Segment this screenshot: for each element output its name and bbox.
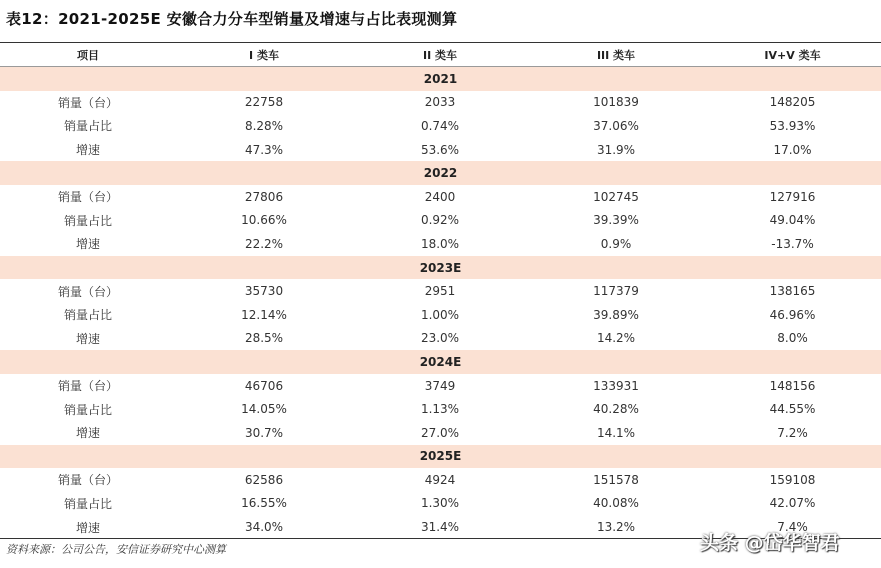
table-cell: 148205 — [769, 95, 816, 110]
table-row — [0, 468, 881, 492]
table-cell: 10.66% — [241, 213, 287, 228]
table-cell: 53.93% — [769, 118, 816, 133]
table-cell: 7.2% — [777, 425, 808, 440]
table-cell: 1.00% — [420, 307, 460, 322]
table-body — [0, 67, 881, 539]
table-cell: 2951 — [424, 284, 456, 299]
sales-table — [0, 42, 881, 539]
header-item: 项目 — [77, 48, 99, 62]
row-label: 销量占比 — [63, 308, 112, 323]
table-cell: 40.08% — [593, 496, 639, 511]
row-label: 销量占比 — [63, 213, 112, 228]
row-label: 销量占比 — [63, 496, 112, 511]
table-cell: 1.30% — [420, 496, 460, 511]
table-title: 表12：2021-2025E 安徽合力分车型销量及增速与占比表现测算 — [6, 10, 458, 28]
table-cell: 2033 — [424, 95, 456, 110]
table-row — [0, 232, 881, 256]
table-cell: 1.13% — [420, 402, 460, 417]
row-label: 增速 — [75, 426, 100, 441]
row-label: 销量（台） — [57, 379, 118, 394]
row-label: 增速 — [75, 143, 100, 158]
table-row — [0, 397, 881, 421]
table-cell: 42.07% — [769, 496, 816, 511]
table-cell: 49.04% — [769, 213, 816, 228]
table-cell: 30.7% — [244, 425, 284, 440]
header-class-2: II 类车 — [422, 48, 457, 62]
table-cell: 12.14% — [241, 307, 287, 322]
table-row — [0, 327, 881, 351]
row-label: 销量（台） — [57, 284, 118, 299]
table-cell: 28.5% — [244, 331, 284, 346]
row-label: 增速 — [75, 520, 100, 535]
table-cell: 2400 — [424, 189, 456, 204]
table-cell: 7.4% — [777, 520, 808, 535]
row-label: 销量（台） — [57, 95, 118, 110]
table-cell: 22758 — [244, 95, 284, 110]
table-cell: 34.0% — [244, 520, 284, 535]
table-header-row — [0, 43, 881, 67]
table-cell: 3749 — [424, 378, 456, 393]
table-cell: -13.7% — [771, 236, 814, 251]
table-cell: 39.39% — [593, 213, 639, 228]
table-cell: 39.89% — [593, 307, 639, 322]
table-cell: 148156 — [769, 378, 816, 393]
table-cell: 46706 — [244, 378, 284, 393]
table-cell: 46.96% — [769, 307, 816, 322]
table-cell: 138165 — [769, 284, 816, 299]
table-cell: 18.0% — [420, 236, 460, 251]
table-cell: 14.2% — [596, 331, 636, 346]
table-cell: 102745 — [593, 189, 639, 204]
table-cell: 127916 — [769, 189, 816, 204]
header-class-4-5: IV+V 类车 — [764, 48, 821, 62]
table-cell: 44.55% — [769, 402, 816, 417]
table-cell: 159108 — [769, 472, 816, 487]
table-cell: 0.74% — [420, 118, 460, 133]
watermark: 头条 @岱华智君 — [700, 532, 840, 554]
table-cell: 4924 — [424, 472, 456, 487]
table-cell: 0.9% — [600, 236, 632, 251]
source-note: 资料来源：公司公告，安信证券研究中心测算 — [6, 543, 226, 556]
year-band-row — [0, 256, 881, 280]
table-cell: 37.06% — [593, 118, 639, 133]
table-row — [0, 303, 881, 327]
year-band-row — [0, 445, 881, 469]
year-label: 2025E — [419, 449, 462, 464]
table-cell: 31.9% — [596, 142, 636, 157]
year-label: 2023E — [419, 260, 462, 275]
year-band-row — [0, 67, 881, 91]
table-cell: 133931 — [593, 378, 639, 393]
table-cell: 35730 — [244, 284, 284, 299]
table-cell: 14.1% — [596, 425, 636, 440]
table-cell: 40.28% — [593, 402, 639, 417]
table-cell: 151578 — [593, 472, 639, 487]
year-label: 2024E — [419, 354, 462, 369]
row-label: 销量占比 — [63, 119, 112, 134]
header-class-1: I 类车 — [249, 48, 279, 62]
year-label: 2021 — [423, 71, 458, 86]
table-cell: 23.0% — [420, 331, 460, 346]
table-cell: 17.0% — [773, 142, 812, 157]
table-cell: 31.4% — [420, 520, 460, 535]
table-cell: 8.28% — [244, 118, 284, 133]
table-cell: 47.3% — [244, 142, 284, 157]
table-cell: 13.2% — [596, 520, 636, 535]
table-row — [0, 421, 881, 445]
table-cell: 101839 — [593, 95, 639, 110]
table-row — [0, 279, 881, 303]
table-cell: 62586 — [244, 472, 284, 487]
table-row — [0, 91, 881, 115]
table-cell: 0.92% — [420, 213, 460, 228]
table-cell: 8.0% — [777, 331, 808, 346]
row-label: 销量（台） — [57, 190, 118, 205]
table-row — [0, 114, 881, 138]
table-row — [0, 374, 881, 398]
year-label: 2022 — [423, 166, 458, 181]
row-label: 增速 — [75, 331, 100, 346]
row-label: 增速 — [75, 237, 100, 252]
table-row — [0, 185, 881, 209]
year-band-row — [0, 161, 881, 185]
header-class-3: III 类车 — [596, 48, 636, 62]
table-cell: 22.2% — [244, 236, 284, 251]
row-label: 销量占比 — [63, 402, 112, 417]
table-cell: 27806 — [244, 189, 284, 204]
year-band-row — [0, 350, 881, 374]
table-cell: 53.6% — [420, 142, 460, 157]
table-row — [0, 209, 881, 233]
row-label: 销量（台） — [57, 473, 118, 488]
table-row — [0, 492, 881, 516]
table-cell: 117379 — [593, 284, 639, 299]
table-cell: 16.55% — [241, 496, 287, 511]
table-cell: 27.0% — [420, 425, 460, 440]
table-row — [0, 138, 881, 162]
table-cell: 14.05% — [241, 402, 287, 417]
